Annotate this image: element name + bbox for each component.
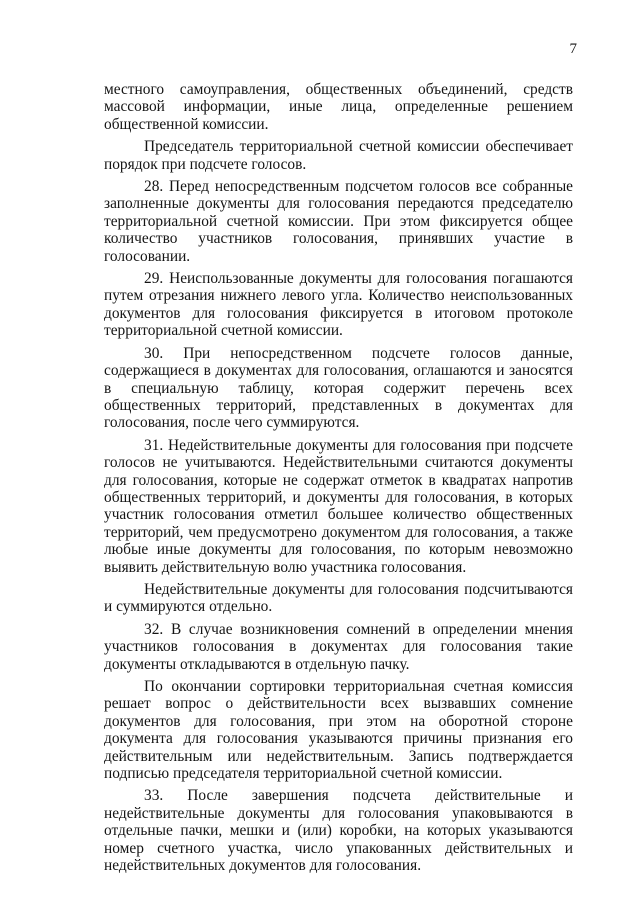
paragraph-item-30: 30. При непосредственном подсчете голосов данные, содержащиеся в документах для голосования, оглашаются и заносятся в специальную таблицу, которая содержит перечень всех общественных территорий, представленных в документах для голосования, после чего суммируются.: [104, 344, 573, 432]
paragraph-item-28: 28. Перед непосредственным подсчетом голосов все собранные заполненные документы для голосования передаются председателю территориальной счетной комиссии. При этом фиксируется общее количество участников голосования, принявших участие в голосовании.: [104, 178, 573, 265]
paragraph-continuation: местного самоуправления, общественных объединений, средств массовой информации, иные лица, определенные решением общественной комиссии.: [104, 81, 573, 133]
paragraph-invalid-count: Недействительные документы для голосования подсчитываются и суммируются отдельно.: [104, 580, 573, 616]
paragraph-sorting-decision: По окончании сортировки территориальная счетная комиссия решает вопрос о действительности всех вызвавших сомнение документов для голосования, при этом на оборотной стороне документа для голосования указываются причины признания его действительным или недействительным. Запись подтверждается подписью председателя территориальной счетной комиссии.: [104, 678, 573, 783]
paragraph-item-29: 29. Неиспользованные документы для голосования погашаются путем отрезания нижнего левого угла. Количество неиспользованных документов для голосования фиксируется в итоговом протоколе территориальной счетной комиссии.: [104, 270, 573, 340]
paragraph-item-32: 32. В случае возникновения сомнений в определении мнения участников голосования в документах для голосования такие документы откладываются в отдельную пачку.: [104, 620, 573, 673]
document-body: [104, 81, 573, 874]
paragraph-item-33: 33. После завершения подсчета действительные и недействительные документы для голосования упаковываются в отдельные пачки, мешки и (или) коробки, на которых указываются номер счетного участка, число упакованных действительных и недействительных документов для голосования.: [104, 787, 573, 875]
paragraph-item-31: 31. Недействительные документы для голосования при подсчете голосов не учитываются. Недействительными считаются документы для голосования, которые не содержат отметок в квадратах напротив общественных территорий, и документы для голосования, в которых участник голосования отметил большее количество общественных территорий, чем предусмотрено документом для голосования, а также любые иные документы для голосования, по которым невозможно выявить действительную волю участника голосования.: [104, 436, 573, 576]
paragraph-chairman-order: Председатель территориальной счетной комиссии обеспечивает порядок при подсчете голосов.: [104, 138, 573, 173]
page-number: 7: [569, 41, 577, 57]
